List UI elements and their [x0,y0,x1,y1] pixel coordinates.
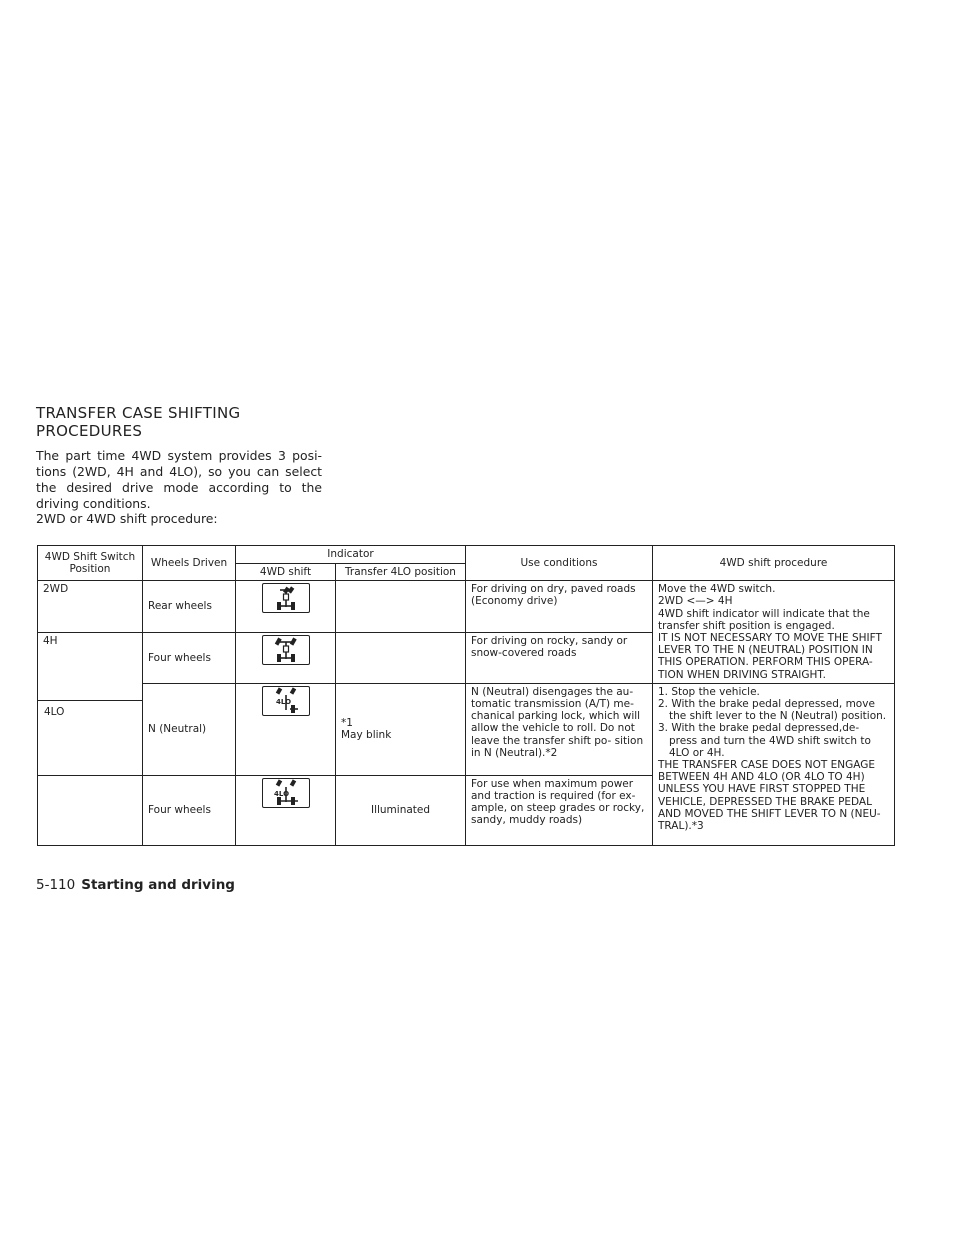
procedure-b-steps [658,686,889,759]
section-title [36,404,336,440]
procedure-a-line2: 2WD <—> 4H [658,595,733,608]
procedure-a-line4: IT IS NOT NECESSARY TO MOVE THE SHIFT LEVER TO THE N (NEUTRAL) POSITION IN THIS OPERATION. PERFORM THIS OPERA- TION WHEN DRIVING STRAIGHT. [658,632,882,681]
cell-icon-neutral [236,683,336,775]
header-indicator-4wd: 4WD shift [236,564,336,581]
4lo-indicator-icon [262,778,310,808]
header-use-conditions: Use conditions [466,546,653,581]
cell-position-4h: 4H [38,632,143,683]
header-switch-position: 4WD Shift Switch Position [38,546,143,581]
cell-position-4h-cont [38,683,143,775]
table-row [38,581,895,632]
cell-icon-4lo [236,775,336,845]
cell-use-2wd: For driving on dry, paved roads (Economy drive) [466,581,653,632]
transfer-neutral-note: *1 [341,717,353,730]
transfer-neutral-status: May blink [341,729,392,742]
cell-wheels-2wd: Rear wheels [143,581,236,632]
procedure-subheading: 2WD or 4WD shift procedure: [36,511,218,526]
intro-paragraph: The part time 4WD system provides 3 posi- tions (2WD, 4H and 4LO), so you can select the desired drive mode according to the driving conditions. [36,448,322,511]
chapter-title: Starting and driving [81,877,235,893]
cell-wheels-neutral: N (Neutral) [143,683,236,775]
header-wheels-driven: Wheels Driven [143,546,236,581]
cell-procedure-4lo [653,683,895,845]
cell-transfer-4lo: Illuminated [336,775,466,845]
header-indicator-4lo: Transfer 4LO position [336,564,466,581]
cell-position-4lo [38,775,143,845]
cell-procedure-2wd-4h [653,581,895,684]
4lo-blink-indicator-icon [262,686,310,716]
cell-transfer-4h [336,632,466,683]
cell-transfer-2wd [336,581,466,632]
cell-icon-2wd [236,581,336,632]
section-title-line1: TRANSFER CASE SHIFTING [36,404,241,422]
procedure-b-step1: 1. Stop the vehicle. [658,685,760,698]
procedure-a-line1: Move the 4WD switch. [658,583,776,596]
shift-procedure-table [37,545,895,846]
procedure-b-note: THE TRANSFER CASE DOES NOT ENGAGE BETWEEN 4H AND 4LO (OR 4LO TO 4H) UNLESS YOU HAVE FIRST STOPPED THE VEHICLE, DEPRESSED THE BRAKE PEDAL AND MOVED THE SHIFT LEVER TO N (NEU- TRAL).*3 [658,759,881,833]
section-title-line2: PROCEDURES [36,422,143,440]
cell-position-2wd: 2WD [38,581,143,632]
header-procedure: 4WD shift procedure [653,546,895,581]
header-indicator: Indicator [236,546,466,564]
4h-indicator-icon [262,635,310,665]
cell-position-4lo-label: 4LO [44,706,65,718]
procedure-b-step3: 3. With the brake pedal depressed,de- press and turn the 4WD shift switch to 4LO or 4H. [658,722,871,759]
cell-use-4h: For driving on rocky, sandy or snow-covered roads [466,632,653,683]
cell-wheels-4h: Four wheels [143,632,236,683]
cell-wheels-4lo: Four wheels [143,775,236,845]
cell-use-4lo: For use when maximum power and traction is required (for ex- ample, on steep grades or rocky, sandy, muddy roads) [466,775,653,845]
position-divider [37,700,143,701]
2wd-indicator-icon [262,583,310,613]
4lo-icon-label: 4LO [275,697,291,706]
table-row [38,683,895,775]
cell-icon-4h [236,632,336,683]
4lo-icon-label-2: 4LO [273,789,289,798]
page-number: 5-110 [36,877,76,893]
cell-use-neutral: N (Neutral) disengages the au- tomatic transmission (A/T) me- chanical parking lock, which will allow the vehicle to roll. Do not leave the transfer shift po- sition in N (Neutral).*2 [466,683,653,775]
procedure-b-step2: 2. With the brake pedal depressed, move the shift lever to the N (Neutral) position. [658,698,887,723]
page-footer [36,876,235,894]
procedure-a-line3: 4WD shift indicator will indicate that the transfer shift position is engaged. [658,607,870,632]
cell-transfer-neutral [336,683,466,775]
table-header-row [38,546,895,564]
